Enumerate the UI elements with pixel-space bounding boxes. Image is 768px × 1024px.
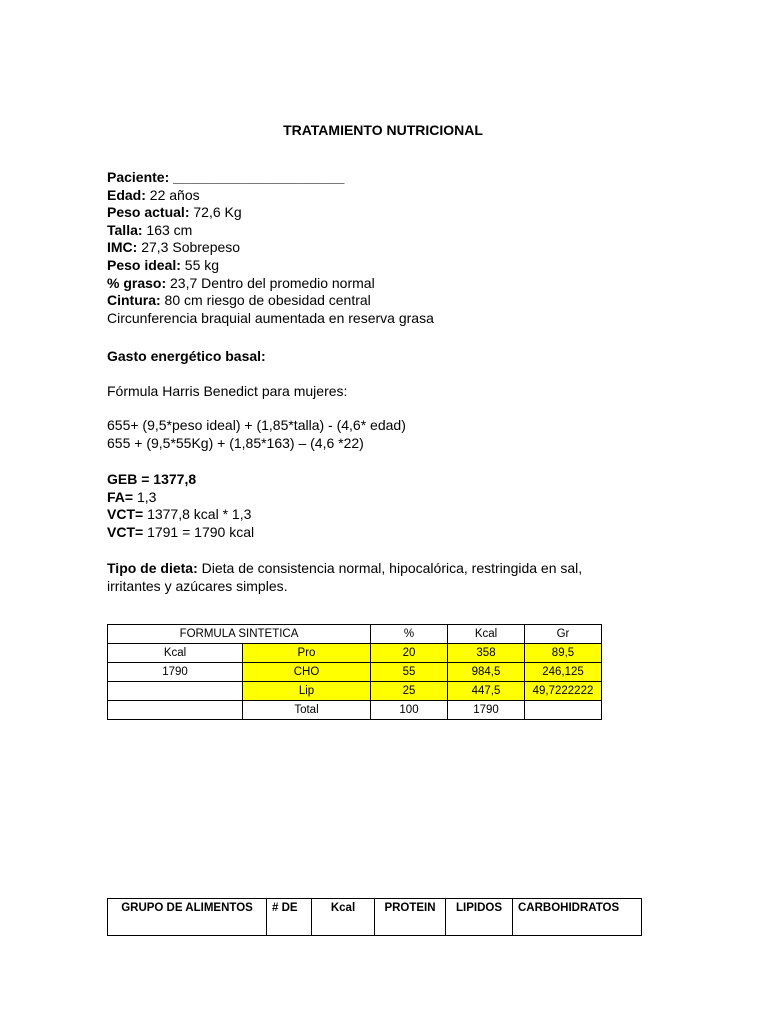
peso-ideal-line: Peso ideal: 55 kg [107, 256, 220, 273]
table-header-row [108, 899, 642, 936]
table-row: 1790 CHO 55 984,5 246,125 [108, 663, 602, 682]
cintura-line: Cintura: 80 cm riesgo de obesidad central [107, 292, 371, 309]
header-percent: % [371, 625, 448, 644]
header-carbohidratos: CARBOHIDRATOS [513, 899, 642, 936]
formula-block [107, 417, 406, 452]
header-formula: FORMULA SINTETICA [108, 625, 371, 644]
geb-heading: Gasto energético basal: [107, 348, 266, 364]
braquial-line: Circunferencia braquial aumentada en reserva grasa [107, 309, 434, 326]
imc-line: IMC: 27,3 Sobrepeso [107, 239, 241, 256]
formula-sintetica-table [107, 624, 602, 720]
table-header-row [108, 625, 602, 644]
header-grupo: GRUPO DE ALIMENTOS [108, 899, 267, 936]
vct-line-1: VCT= 1377,8 kcal * 1,3 [107, 506, 252, 523]
header-protein: PROTEIN [375, 899, 446, 936]
header-gr: Gr [525, 625, 602, 644]
grupo-alimentos-table [107, 898, 642, 936]
table-row: Lip 25 447,5 49,7222222 [108, 682, 602, 701]
geb-line: GEB = 1377,8 [107, 471, 197, 487]
vct-line-2: VCT= 1791 = 1790 kcal [107, 523, 255, 540]
header-kcal: Kcal [448, 625, 525, 644]
paciente-blank: ______________________ [173, 169, 345, 185]
graso-line: % graso: 23,7 Dentro del promedio normal [107, 274, 375, 291]
header-kcal: Kcal [312, 899, 375, 936]
formula-line-2: 655 + (9,5*55Kg) + (1,85*163) – (4,6 *22) [107, 434, 364, 451]
fa-line: FA= 1,3 [107, 488, 157, 505]
patient-fields [107, 169, 434, 327]
dieta-paragraph: Tipo de dieta: Dieta de consistencia normal, hipocalórica, restringida en sal, irritantes y azúcares simples. [107, 560, 583, 594]
header-num: # DE [267, 899, 312, 936]
header-lipidos: LIPIDOS [446, 899, 513, 936]
harris-line: Fórmula Harris Benedict para mujeres: [107, 383, 348, 399]
peso-line: Peso actual: 72,6 Kg [107, 204, 242, 221]
formula-line-1: 655+ (9,5*peso ideal) + (1,85*talla) - (4,6* edad) [107, 417, 406, 433]
edad-line: Edad: 22 años [107, 186, 200, 203]
table-row: Total 100 1790 [108, 701, 602, 720]
paciente-line: Paciente: ______________________ [107, 169, 345, 185]
table-row: Kcal Pro 20 358 89,5 [108, 644, 602, 663]
talla-line: Talla: 163 cm [107, 221, 193, 238]
geb-results [107, 471, 254, 541]
document-title: TRATAMIENTO NUTRICIONAL [283, 122, 483, 138]
